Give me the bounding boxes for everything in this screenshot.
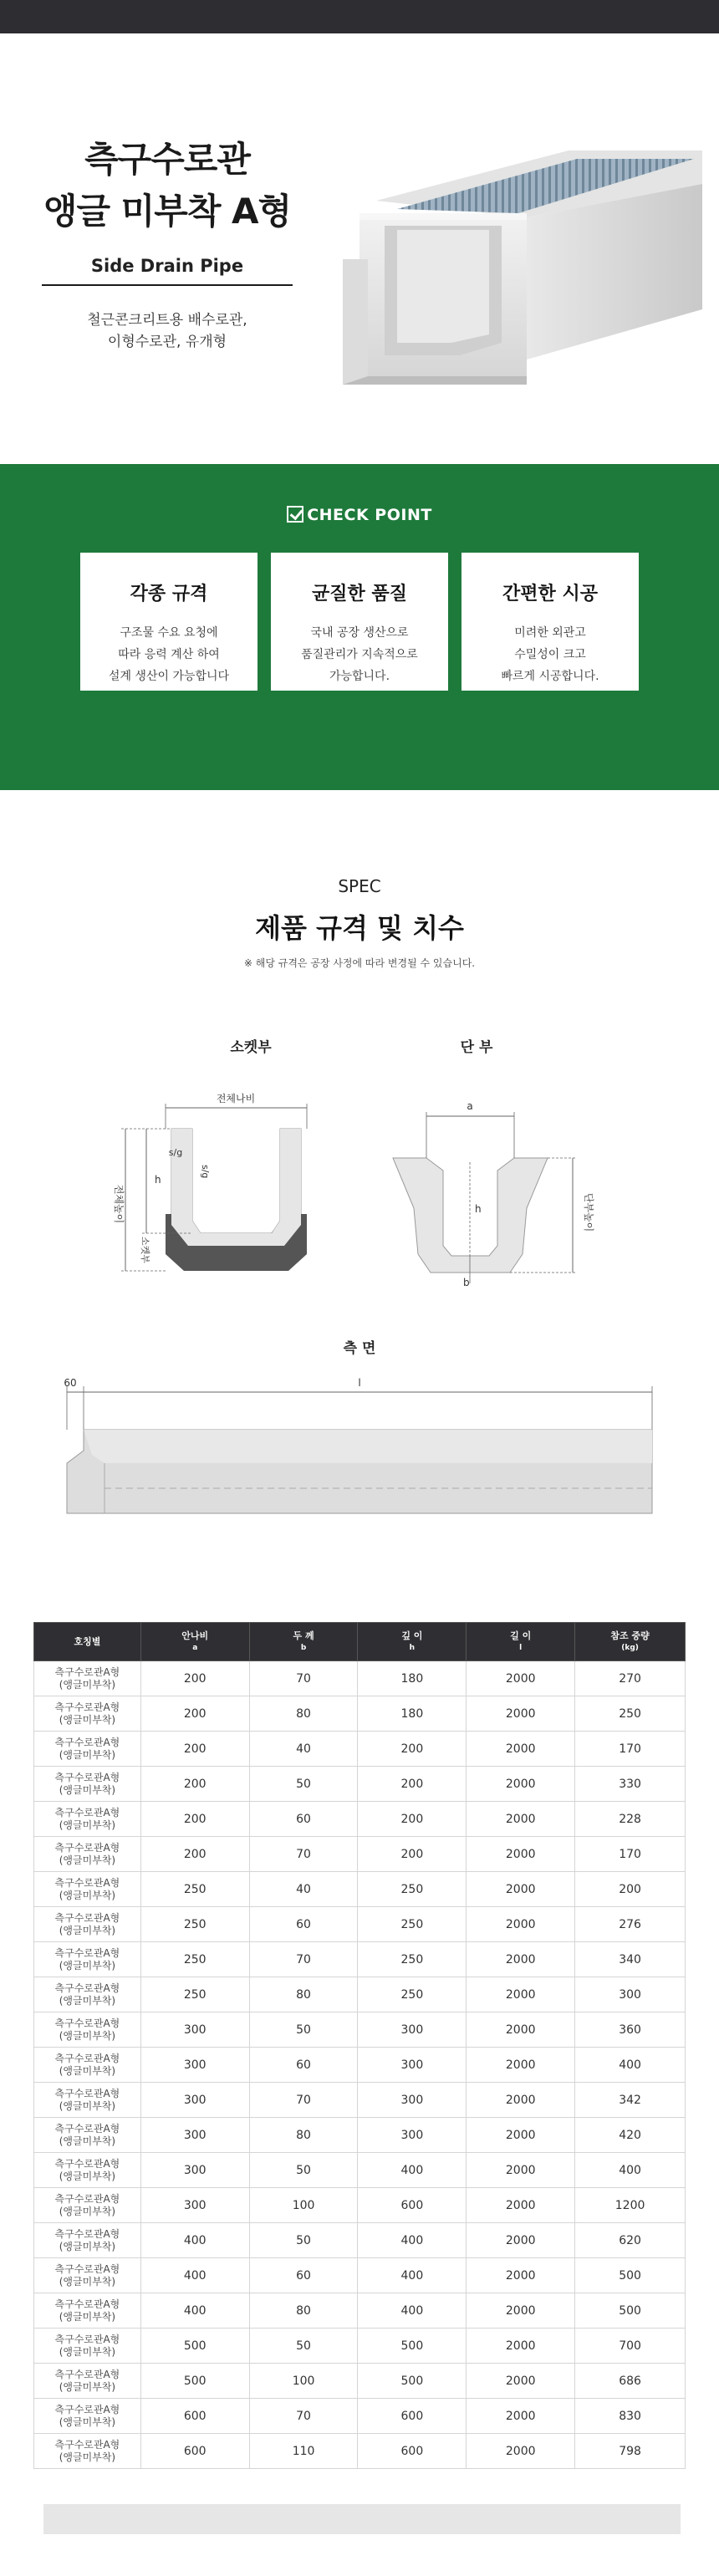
table-cell: 600 <box>140 2434 249 2469</box>
table-cell: 400 <box>140 2223 249 2258</box>
table-header-cell <box>575 1623 686 1661</box>
table-header-cell <box>34 1623 141 1661</box>
footer-bar <box>43 2504 681 2534</box>
table-cell: 200 <box>358 1802 467 1837</box>
table-cell: 1200 <box>575 2188 686 2223</box>
table-cell-name <box>34 2188 141 2223</box>
table-cell: 170 <box>575 1732 686 1767</box>
product-name-line1: 측구수로관A형 <box>54 1701 120 1713</box>
top-bar <box>0 0 719 33</box>
table-header-sub: b <box>300 1643 307 1652</box>
product-name-line1: 측구수로관A형 <box>54 1946 120 1959</box>
table-header-cell <box>467 1623 575 1661</box>
hero-desc-line2: 이형수로관, 유개형 <box>107 334 227 350</box>
table-cell-name <box>34 1977 141 2012</box>
check-card-title: 균질한 품질 <box>312 584 407 604</box>
table-cell: 70 <box>249 1942 358 1977</box>
product-name-line1: 측구수로관A형 <box>54 2227 120 2240</box>
product-name-line2: (앵글미부착) <box>59 1959 116 1972</box>
check-card-2 <box>271 553 448 691</box>
product-name-line1: 측구수로관A형 <box>54 2122 120 2135</box>
end-a: a <box>467 1100 473 1112</box>
socket-total-width: 전체나비 <box>216 1093 256 1104</box>
table-cell: 200 <box>140 1802 249 1837</box>
product-name-line1: 측구수로관A형 <box>54 2052 120 2064</box>
drain-pipe-product-image <box>334 134 711 401</box>
table-cell: 110 <box>249 2434 358 2469</box>
table-cell-name <box>34 1661 141 1696</box>
table-row <box>34 1696 686 1732</box>
table-cell-name <box>34 2012 141 2048</box>
spec-label: SPEC <box>338 876 381 896</box>
product-name-line2: (앵글미부착) <box>59 2275 116 2288</box>
table-header-cell <box>140 1623 249 1661</box>
table-cell: 420 <box>575 2118 686 2153</box>
product-name-line2: (앵글미부착) <box>59 2064 116 2077</box>
table-cell: 70 <box>249 1837 358 1872</box>
table-cell: 500 <box>140 2329 249 2364</box>
product-name-line2: (앵글미부착) <box>59 1924 116 1936</box>
table-cell: 300 <box>358 2118 467 2153</box>
table-cell: 500 <box>575 2258 686 2293</box>
table-cell-name <box>34 2118 141 2153</box>
table-cell: 2000 <box>467 2223 575 2258</box>
table-cell: 2000 <box>467 2153 575 2188</box>
product-name-line2: (앵글미부착) <box>59 1713 116 1726</box>
table-cell: 500 <box>358 2364 467 2399</box>
end-cross-section-diagram <box>376 1079 627 1288</box>
table-cell: 330 <box>575 1767 686 1802</box>
table-cell: 600 <box>358 2188 467 2223</box>
table-cell: 700 <box>575 2329 686 2364</box>
hero-description <box>33 309 301 353</box>
table-cell: 2000 <box>467 2012 575 2048</box>
side-l: l <box>358 1377 361 1389</box>
check-card-line: 가능합니다. <box>329 670 390 683</box>
table-cell: 70 <box>249 1661 358 1696</box>
table-row <box>34 2048 686 2083</box>
side-left-dim: 60 <box>64 1377 77 1389</box>
check-card-line: 수밀성이 크고 <box>514 648 586 661</box>
product-name-line1: 측구수로관A형 <box>54 1876 120 1889</box>
product-name-line2: (앵글미부착) <box>59 2380 116 2393</box>
table-row <box>34 2293 686 2329</box>
hero-subtitle <box>33 256 301 286</box>
table-cell-name <box>34 2434 141 2469</box>
table-cell: 200 <box>140 1696 249 1732</box>
table-row <box>34 2083 686 2118</box>
product-name-line1: 측구수로관A형 <box>54 2368 120 2380</box>
table-cell: 270 <box>575 1661 686 1696</box>
table-row <box>34 2118 686 2153</box>
table-cell: 80 <box>249 2293 358 2329</box>
table-cell-name <box>34 1802 141 1837</box>
table-cell: 200 <box>358 1837 467 1872</box>
socket-cross-section-diagram <box>75 1079 351 1288</box>
table-cell: 80 <box>249 1977 358 2012</box>
table-row <box>34 2399 686 2434</box>
table-cell-name <box>34 2223 141 2258</box>
table-header-sub: h <box>409 1643 416 1652</box>
table-cell: 500 <box>575 2293 686 2329</box>
spec-table <box>33 1622 686 2469</box>
product-name-line2: (앵글미부착) <box>59 1783 116 1796</box>
table-row <box>34 1661 686 1696</box>
product-name-line1: 측구수로관A형 <box>54 1982 120 1994</box>
table-row <box>34 2364 686 2399</box>
table-cell: 60 <box>249 1802 358 1837</box>
side-diagram-label: 측 면 <box>343 1340 376 1357</box>
table-cell: 50 <box>249 2223 358 2258</box>
product-name-line1: 측구수로관A형 <box>54 2438 120 2451</box>
table-header-sub: a <box>192 1643 198 1652</box>
product-name-line2: (앵글미부착) <box>59 2029 116 2042</box>
end-height: 단부높이 <box>583 1192 594 1232</box>
table-cell: 200 <box>140 1767 249 1802</box>
table-cell: 2000 <box>467 1837 575 1872</box>
table-cell: 400 <box>358 2258 467 2293</box>
table-cell: 250 <box>358 1942 467 1977</box>
table-cell: 400 <box>140 2293 249 2329</box>
table-cell: 80 <box>249 1696 358 1732</box>
side-view-diagram <box>59 1371 669 1538</box>
table-cell: 400 <box>358 2293 467 2329</box>
table-header-row <box>34 1623 686 1661</box>
table-cell-name <box>34 1767 141 1802</box>
check-card-line: 품질관리가 지속적으로 <box>301 648 418 661</box>
table-row <box>34 2188 686 2223</box>
table-row <box>34 1732 686 1767</box>
table-row <box>34 2258 686 2293</box>
table-cell: 400 <box>575 2153 686 2188</box>
product-name-line2: (앵글미부착) <box>59 1678 116 1691</box>
table-cell: 340 <box>575 1942 686 1977</box>
table-row <box>34 1942 686 1977</box>
product-name-line2: (앵글미부착) <box>59 2451 116 2463</box>
product-name-line1: 측구수로관A형 <box>54 1911 120 1924</box>
table-cell: 200 <box>140 1732 249 1767</box>
table-cell: 2000 <box>467 2048 575 2083</box>
product-name-line2: (앵글미부착) <box>59 2170 116 2182</box>
table-cell: 60 <box>249 2258 358 2293</box>
table-cell: 100 <box>249 2188 358 2223</box>
check-card-line: 설계 생산이 가능합니다 <box>108 670 230 683</box>
table-header-sub: l <box>519 1643 523 1652</box>
product-name-line1: 측구수로관A형 <box>54 2087 120 2099</box>
end-diagram-label: 단 부 <box>460 1039 493 1056</box>
table-cell: 2000 <box>467 1661 575 1696</box>
table-header-main: 안나비 <box>181 1630 209 1641</box>
product-name-line1: 측구수로관A형 <box>54 2333 120 2345</box>
table-row <box>34 2434 686 2469</box>
table-row <box>34 2153 686 2188</box>
table-cell: 300 <box>140 2012 249 2048</box>
table-body <box>34 1661 686 2469</box>
table-cell: 400 <box>575 2048 686 2083</box>
table-cell: 250 <box>140 1977 249 2012</box>
table-cell: 2000 <box>467 2399 575 2434</box>
table-cell: 50 <box>249 2329 358 2364</box>
product-name-line2: (앵글미부착) <box>59 2205 116 2217</box>
table-cell: 170 <box>575 1837 686 1872</box>
table-cell: 798 <box>575 2434 686 2469</box>
table-cell: 400 <box>358 2223 467 2258</box>
hero-title-line2: 앵글 미부착 A형 <box>43 191 292 232</box>
table-cell: 100 <box>249 2364 358 2399</box>
check-card-line: 미려한 외관고 <box>514 626 586 640</box>
table-cell: 228 <box>575 1802 686 1837</box>
product-name-line1: 측구수로관A형 <box>54 2298 120 2310</box>
check-card-title: 각종 규격 <box>130 584 208 604</box>
check-card-line: 구조물 수요 요청에 <box>120 626 218 640</box>
table-cell: 250 <box>140 1907 249 1942</box>
check-card-line: 따라 응력 계산 하여 <box>118 648 220 661</box>
table-cell: 180 <box>358 1696 467 1732</box>
table-cell: 40 <box>249 1732 358 1767</box>
table-cell: 300 <box>140 2188 249 2223</box>
end-h: h <box>475 1203 482 1215</box>
table-cell: 600 <box>358 2399 467 2434</box>
table-header-main: 깊 이 <box>401 1630 423 1641</box>
table-cell: 40 <box>249 1872 358 1907</box>
product-name-line2: (앵글미부착) <box>59 1889 116 1901</box>
table-header-main: 호칭별 <box>74 1635 101 1647</box>
product-name-line2: (앵글미부착) <box>59 2345 116 2358</box>
table-cell-name <box>34 1907 141 1942</box>
hero-title-line1: 측구수로관 <box>84 139 250 180</box>
product-name-line1: 측구수로관A형 <box>54 2017 120 2029</box>
product-name-line1: 측구수로관A형 <box>54 2262 120 2275</box>
product-name-line1: 측구수로관A형 <box>54 1841 120 1854</box>
table-cell-name <box>34 1696 141 1732</box>
product-name-line2: (앵글미부착) <box>59 2240 116 2252</box>
table-row <box>34 2012 686 2048</box>
table-cell-name <box>34 1732 141 1767</box>
table-row <box>34 1767 686 1802</box>
table-cell: 686 <box>575 2364 686 2399</box>
table-header-main: 두 께 <box>293 1630 314 1641</box>
table-cell-name <box>34 2258 141 2293</box>
check-card-line: 국내 공장 생산으로 <box>310 626 409 640</box>
table-cell: 250 <box>358 1872 467 1907</box>
socket-diagram-label: 소켓부 <box>230 1039 272 1056</box>
table-cell: 300 <box>358 2012 467 2048</box>
table-cell: 2000 <box>467 2118 575 2153</box>
table-cell: 2000 <box>467 1977 575 2012</box>
product-name-line1: 측구수로관A형 <box>54 1806 120 1819</box>
table-cell-name <box>34 2364 141 2399</box>
table-cell: 250 <box>358 1907 467 1942</box>
product-name-line2: (앵글미부착) <box>59 1819 116 1831</box>
table-cell: 60 <box>249 2048 358 2083</box>
socket-total-height: 전체높이 <box>113 1184 125 1224</box>
product-name-line2: (앵글미부착) <box>59 2135 116 2147</box>
product-name-line1: 측구수로관A형 <box>54 2157 120 2170</box>
check-card-1 <box>80 553 258 691</box>
table-row <box>34 1907 686 1942</box>
table-cell-name <box>34 1942 141 1977</box>
table-cell: 250 <box>140 1942 249 1977</box>
table-cell: 830 <box>575 2399 686 2434</box>
product-name-line2: (앵글미부착) <box>59 2415 116 2428</box>
table-cell: 2000 <box>467 1907 575 1942</box>
table-cell: 50 <box>249 2153 358 2188</box>
product-name-line1: 측구수로관A형 <box>54 2403 120 2415</box>
table-cell: 60 <box>249 1907 358 1942</box>
table-cell: 600 <box>358 2434 467 2469</box>
product-name-line2: (앵글미부착) <box>59 1994 116 2007</box>
product-name-line1: 측구수로관A형 <box>54 1665 120 1678</box>
table-cell: 2000 <box>467 2083 575 2118</box>
table-row <box>34 2329 686 2364</box>
table-cell: 300 <box>358 2048 467 2083</box>
product-name-line2: (앵글미부착) <box>59 2099 116 2112</box>
table-cell-name <box>34 2293 141 2329</box>
check-card-3 <box>461 553 639 691</box>
product-name-line1: 측구수로관A형 <box>54 1771 120 1783</box>
table-cell: 200 <box>575 1872 686 1907</box>
socket-sg-1: s/g <box>168 1147 183 1158</box>
table-cell: 50 <box>249 1767 358 1802</box>
check-point-heading <box>0 506 719 524</box>
table-row <box>34 1802 686 1837</box>
socket-part-height: 소켓부 <box>140 1237 150 1263</box>
table-header-sub: (kg) <box>621 1643 639 1652</box>
end-b: b <box>463 1277 470 1288</box>
table-cell: 300 <box>140 2083 249 2118</box>
table-cell: 400 <box>358 2153 467 2188</box>
table-cell: 342 <box>575 2083 686 2118</box>
table-cell: 70 <box>249 2399 358 2434</box>
product-name-line2: (앵글미부착) <box>59 2310 116 2323</box>
table-cell: 276 <box>575 1907 686 1942</box>
table-cell: 2000 <box>467 1732 575 1767</box>
product-name-line2: (앵글미부착) <box>59 1748 116 1761</box>
table-cell: 80 <box>249 2118 358 2153</box>
product-name-line1: 측구수로관A형 <box>54 1736 120 1748</box>
table-cell: 2000 <box>467 2293 575 2329</box>
table-cell: 300 <box>140 2118 249 2153</box>
table-cell: 2000 <box>467 1942 575 1977</box>
table-header-cell <box>249 1623 358 1661</box>
table-cell: 500 <box>140 2364 249 2399</box>
table-cell-name <box>34 2048 141 2083</box>
hero-title <box>33 134 301 237</box>
table-cell: 300 <box>140 2153 249 2188</box>
check-point-section <box>0 464 719 790</box>
checkbox-icon <box>287 506 303 523</box>
table-cell: 200 <box>140 1837 249 1872</box>
hero-subtitle-en: Side Drain Pipe <box>42 256 293 286</box>
table-cell: 2000 <box>467 2329 575 2364</box>
table-cell: 250 <box>358 1977 467 2012</box>
table-header-main: 참조 중량 <box>610 1630 650 1641</box>
check-point-heading-text: CHECK POINT <box>307 506 432 524</box>
table-cell: 2000 <box>467 1802 575 1837</box>
table-row <box>34 1837 686 1872</box>
table-cell-name <box>34 1872 141 1907</box>
table-cell: 300 <box>140 2048 249 2083</box>
table-cell-name <box>34 1837 141 1872</box>
table-cell: 360 <box>575 2012 686 2048</box>
table-cell: 180 <box>358 1661 467 1696</box>
table-row <box>34 1977 686 2012</box>
table-cell: 200 <box>358 1767 467 1802</box>
spec-title: 제품 규격 및 치수 <box>255 912 464 944</box>
table-cell: 250 <box>575 1696 686 1732</box>
table-cell: 620 <box>575 2223 686 2258</box>
table-cell: 250 <box>140 1872 249 1907</box>
table-cell-name <box>34 2153 141 2188</box>
table-header-cell <box>358 1623 467 1661</box>
table-cell: 2000 <box>467 1872 575 1907</box>
socket-h: h <box>155 1174 161 1186</box>
hero-desc-line1: 철근콘크리트용 배수로관, <box>87 312 247 329</box>
table-cell: 400 <box>140 2258 249 2293</box>
table-cell-name <box>34 2399 141 2434</box>
table-cell: 70 <box>249 2083 358 2118</box>
table-cell: 600 <box>140 2399 249 2434</box>
table-cell: 200 <box>358 1732 467 1767</box>
product-name-line1: 측구수로관A형 <box>54 2192 120 2205</box>
table-row <box>34 1872 686 1907</box>
table-cell: 300 <box>358 2083 467 2118</box>
spec-note: ※ 해당 규격은 공장 사정에 따라 변경될 수 있습니다. <box>243 957 476 969</box>
table-cell: 2000 <box>467 1696 575 1732</box>
table-cell: 2000 <box>467 1767 575 1802</box>
hero-section <box>0 33 719 451</box>
socket-sg-2: s/g <box>200 1165 211 1179</box>
table-cell: 300 <box>575 1977 686 2012</box>
table-cell: 2000 <box>467 2434 575 2469</box>
table-row <box>34 2223 686 2258</box>
table-cell-name <box>34 2329 141 2364</box>
table-cell-name <box>34 2083 141 2118</box>
table-cell: 2000 <box>467 2364 575 2399</box>
check-card-title: 간편한 시공 <box>502 584 598 604</box>
table-cell: 500 <box>358 2329 467 2364</box>
product-name-line2: (앵글미부착) <box>59 1854 116 1866</box>
table-cell: 2000 <box>467 2258 575 2293</box>
table-cell: 50 <box>249 2012 358 2048</box>
table-cell: 2000 <box>467 2188 575 2223</box>
check-card-line: 빠르게 시공합니다. <box>501 670 599 683</box>
table-cell: 200 <box>140 1661 249 1696</box>
table-header-main: 길 이 <box>510 1630 532 1641</box>
